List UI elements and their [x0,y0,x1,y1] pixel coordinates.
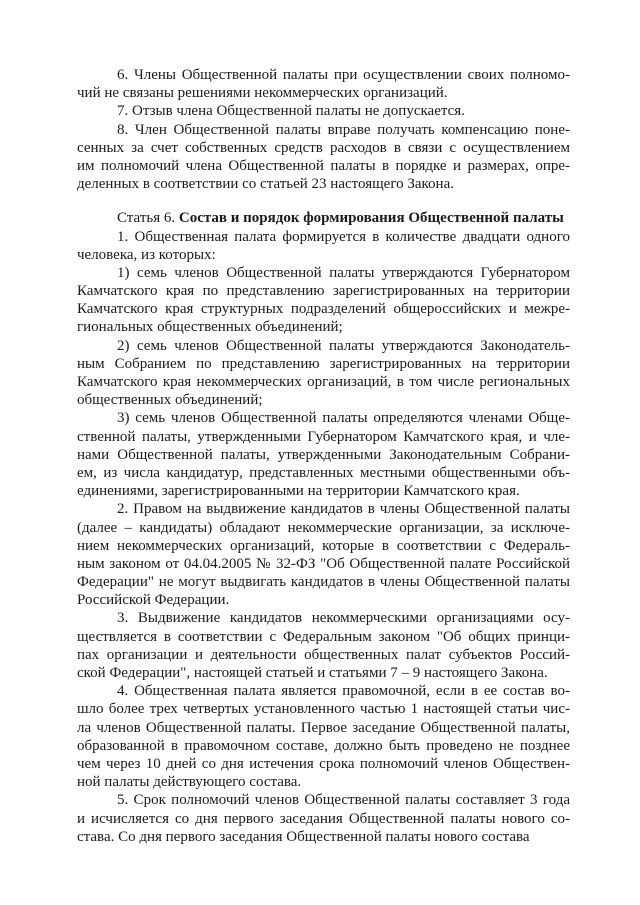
paragraph-line: единениями, зарегистрированными на территории Камчатского края. [77,483,520,500]
paragraph [77,791,570,846]
article-title: Состав и порядок формирования Общественной палаты [178,210,564,227]
paragraph-line: общественных объединений; [77,392,263,409]
paragraph-line: человека, из которых: [77,246,216,263]
paragraph-line: 6. Члены Общественной палаты при осуществлении своих полномо- [117,67,570,83]
paragraph [77,102,570,120]
paragraph-line: ской Федерации", настоящей статьей и статьями 7 – 9 настоящего Закона. [77,665,548,681]
paragraph-line: шло более трех четвертых установленного частью 1 настоящей статьи чис- [77,701,570,718]
article-heading [77,209,570,227]
paragraph-line: чий не связаны решениями некоммерческих организаций. [77,85,448,102]
paragraphs-before-article [77,66,570,193]
paragraph [77,500,570,609]
paragraph-line: Камчатского края некоммерческих организаций, в том числе региональных [77,374,570,390]
paragraph-line: деленных в соответствии со статьей 23 настоящего Закона. [77,176,454,193]
paragraph-line: нием некоммерческих организаций, которые в соответствии с Федераль- [77,537,570,554]
paragraph-line: 2) семь членов Общественной палаты утверждаются Законодатель- [117,337,570,354]
article-number: Статья 6. [117,210,179,227]
paragraph-line: (далее – кандидаты) обладают некоммерческие организации, за исключе- [77,519,570,536]
paragraph-line: пах организации и деятельности общественных палат субъектов Россий- [77,646,570,663]
paragraph-line: Камчатского края по представлению зарегистрированных на территории [77,283,570,300]
paragraph [77,682,570,791]
paragraph-line: Федерации" не могут выдвигать кандидатов в члены Общественной палаты [77,574,570,591]
paragraphs-after-article [77,228,570,846]
paragraph-line: става. Со дня первого заседания Общественной палаты нового состава [77,828,530,845]
paragraph-line: 2. Правом на выдвижение кандидатов в члены Общественной палаты [117,501,570,518]
paragraph-line: 5. Срок полномочий членов Общественной палаты составляет 3 года [117,792,570,809]
document-page [77,66,570,846]
paragraph-line: Камчатского края структурных подразделений общероссийских и межре- [77,301,570,318]
section-gap [77,193,570,209]
paragraph-line: ным Собранием по представлению зарегистрированных на территории [77,355,570,372]
paragraph-line: им полномочий члена Общественной палаты в порядке и размерах, опре- [77,157,570,174]
paragraph-line: чем через 10 дней со дня истечения срока полномочий членов Обществен- [77,755,570,772]
paragraph [77,337,570,410]
paragraph-line: 1. Общественная палата формируется в количестве двадцати одного [117,228,570,245]
paragraph-line: образованной в правомочном составе, должно быть проведено не позднее [77,737,570,754]
paragraph-line: ным законом от 04.04.2005 № 32-ФЗ "Об Общественной палате Российской [77,555,570,572]
paragraph-line: ственной палаты, утвержденными Губернатором Камчатского края, и чле- [77,428,570,445]
paragraph [77,121,570,194]
paragraph-line: ной палаты действующего состава. [77,774,302,791]
paragraph-line: Российской Федерации. [77,592,230,609]
paragraph-line: 3) семь членов Общественной палаты определяются членами Обще- [117,410,570,427]
paragraph [77,228,570,264]
paragraph-line: 4. Общественная палата является правомочной, если в ее состав во- [117,683,570,700]
paragraph-line: 7. Отзыв члена Общественной палаты не допускается. [117,103,465,120]
paragraph-line: 3. Выдвижение кандидатов некоммерческими организациями осу- [117,610,570,627]
paragraph-line: и исчисляется со дня первого заседания Общественной палаты нового со- [77,810,570,827]
paragraph-line: 8. Член Общественной палаты вправе получать компенсацию поне- [117,121,570,138]
paragraph-line: ла членов Общественной палаты. Первое заседание Общественной палаты, [77,719,570,736]
paragraph [77,264,570,337]
paragraph-line: сенных за счет собственных средств расходов в связи с осуществлением [77,139,570,156]
paragraph [77,66,570,102]
paragraph [77,609,570,682]
paragraph-line: ществляется в соответствии с Федеральным законом "Об общих принци- [77,628,570,645]
paragraph-line: гиональных общественных объединений; [77,319,343,336]
paragraph [77,409,570,500]
paragraph-line: 1) семь членов Общественной палаты утверждаются Губернатором [117,264,570,281]
paragraph-line: ем, из числа кандидатур, представленных местными общественными объ- [77,464,570,481]
paragraph-line: нами Общественной палаты, утвержденными Законодательным Собрани- [77,446,570,463]
